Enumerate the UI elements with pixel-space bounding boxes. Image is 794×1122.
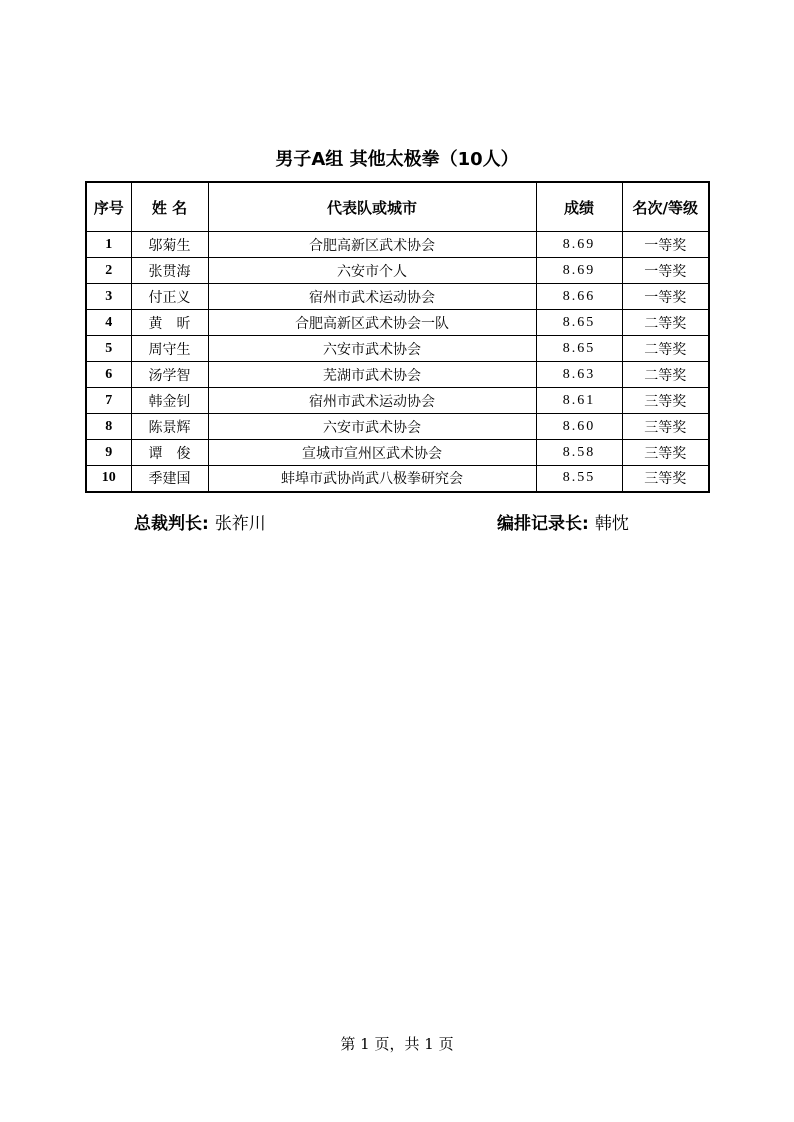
row-score: 8.65 — [536, 336, 622, 362]
row-score: 8.58 — [536, 440, 622, 466]
row-name: 汤学智 — [131, 362, 208, 388]
table-row — [86, 310, 709, 336]
row-name: 季建国 — [131, 466, 208, 492]
table-row — [86, 336, 709, 362]
page-footer: 第 1 页，共 1 页 — [340, 1035, 454, 1053]
row-award: 一等奖 — [622, 284, 709, 310]
row-score: 8.63 — [536, 362, 622, 388]
table-header-row — [86, 182, 709, 232]
row-number: 9 — [86, 440, 131, 466]
table-row — [86, 440, 709, 466]
row-score: 8.66 — [536, 284, 622, 310]
row-score: 8.60 — [536, 414, 622, 440]
row-team: 六安市武术协会 — [208, 336, 536, 362]
row-number: 4 — [86, 310, 131, 336]
header-score: 成绩 — [536, 182, 622, 232]
row-award: 三等奖 — [622, 414, 709, 440]
row-award: 三等奖 — [622, 466, 709, 492]
row-award: 二等奖 — [622, 336, 709, 362]
row-award: 二等奖 — [622, 310, 709, 336]
table-row — [86, 466, 709, 492]
row-score: 8.61 — [536, 388, 622, 414]
row-award: 一等奖 — [622, 232, 709, 258]
row-team: 宿州市武术运动协会 — [208, 388, 536, 414]
row-award: 三等奖 — [622, 440, 709, 466]
table-row — [86, 414, 709, 440]
table-row — [86, 258, 709, 284]
row-name: 谭 俊 — [131, 440, 208, 466]
chief-judge-signature — [134, 510, 266, 538]
results-table — [85, 181, 710, 493]
table-row — [86, 232, 709, 258]
header-team: 代表队或城市 — [208, 182, 536, 232]
row-number: 3 — [86, 284, 131, 310]
row-score: 8.65 — [536, 310, 622, 336]
row-number: 6 — [86, 362, 131, 388]
row-score: 8.69 — [536, 258, 622, 284]
recorder-name: 韩忱 — [594, 514, 629, 534]
row-number: 10 — [86, 466, 131, 492]
row-number: 2 — [86, 258, 131, 284]
recorder-label: 编排记录长: — [497, 514, 589, 534]
row-score: 8.55 — [536, 466, 622, 492]
table-row — [86, 284, 709, 310]
row-team: 芜湖市武术协会 — [208, 362, 536, 388]
row-name: 陈景辉 — [131, 414, 208, 440]
row-team: 宿州市武术运动协会 — [208, 284, 536, 310]
row-number: 1 — [86, 232, 131, 258]
row-name: 张贯海 — [131, 258, 208, 284]
row-name: 邬菊生 — [131, 232, 208, 258]
row-number: 5 — [86, 336, 131, 362]
header-number: 序号 — [86, 182, 131, 232]
header-name: 姓 名 — [131, 182, 208, 232]
row-name: 韩金钊 — [131, 388, 208, 414]
recorder-signature — [497, 510, 629, 538]
row-number: 7 — [86, 388, 131, 414]
row-number: 8 — [86, 414, 131, 440]
row-award: 三等奖 — [622, 388, 709, 414]
page-title: 男子A组 其他太极拳（10人） — [275, 149, 519, 170]
row-team: 蚌埠市武协尚武八极拳研究会 — [208, 466, 536, 492]
chief-judge-name: 张祚川 — [214, 514, 266, 534]
row-team: 合肥高新区武术协会一队 — [208, 310, 536, 336]
table-row — [86, 362, 709, 388]
row-award: 二等奖 — [622, 362, 709, 388]
row-team: 合肥高新区武术协会 — [208, 232, 536, 258]
row-name: 黄 昕 — [131, 310, 208, 336]
row-team: 六安市武术协会 — [208, 414, 536, 440]
row-name: 付正义 — [131, 284, 208, 310]
row-name: 周守生 — [131, 336, 208, 362]
row-score: 8.69 — [536, 232, 622, 258]
header-award: 名次/等级 — [622, 182, 709, 232]
table-row — [86, 388, 709, 414]
chief-judge-label: 总裁判长: — [134, 514, 209, 534]
row-award: 一等奖 — [622, 258, 709, 284]
row-team: 六安市个人 — [208, 258, 536, 284]
row-team: 宣城市宣州区武术协会 — [208, 440, 536, 466]
